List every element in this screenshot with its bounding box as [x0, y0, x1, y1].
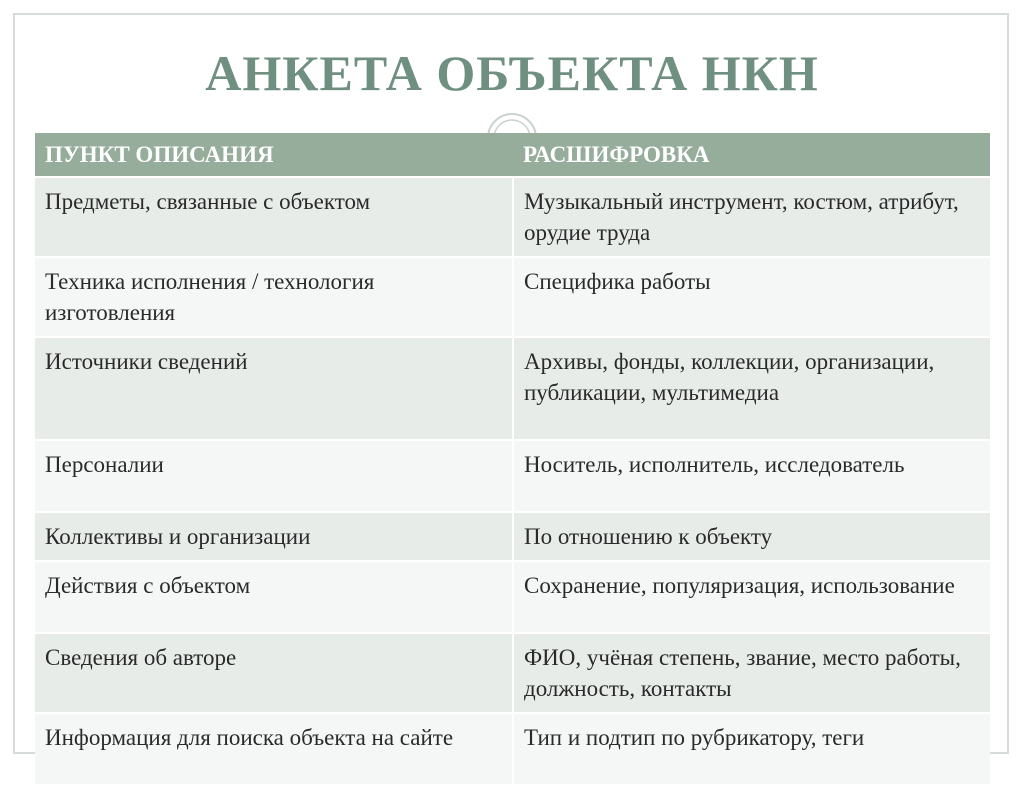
table-row — [35, 177, 990, 257]
row-item: Источники сведений — [35, 337, 513, 440]
row-item: Действия с объектом — [35, 561, 513, 633]
header-decoding: РАСШИФРОВКА — [513, 133, 990, 177]
table-row — [35, 257, 990, 337]
row-decoding: По отношению к объекту — [513, 512, 990, 561]
row-decoding: ФИО, учёная степень, звание, место работы, должность, контакты — [513, 633, 990, 713]
row-decoding: Музыкальный инструмент, костюм, атрибут, орудие труда — [513, 177, 990, 257]
header-item-description: ПУНКТ ОПИСАНИЯ — [35, 133, 513, 177]
row-decoding: Сохранение, популяризация, использование — [513, 561, 990, 633]
row-item: Предметы, связанные с объектом — [35, 177, 513, 257]
row-item: Персоналии — [35, 440, 513, 512]
table-row — [35, 713, 990, 785]
table-row — [35, 337, 990, 440]
table-row — [35, 633, 990, 713]
row-item: Коллективы и организации — [35, 512, 513, 561]
table-row — [35, 440, 990, 512]
row-decoding: Специфика работы — [513, 257, 990, 337]
row-item: Информация для поиска объекта на сайте — [35, 713, 513, 785]
page-title: АНКЕТА ОБЪЕКТА НКН — [205, 45, 819, 101]
row-item: Сведения об авторе — [35, 633, 513, 713]
row-decoding: Носитель, исполнитель, исследователь — [513, 440, 990, 512]
row-item: Техника исполнения / технология изготовления — [35, 257, 513, 337]
table-row — [35, 512, 990, 561]
row-decoding: Тип и подтип по рубрикатору, теги — [513, 713, 990, 785]
survey-table — [35, 133, 990, 786]
row-decoding: Архивы, фонды, коллекции, организации, публикации, мультимедиа — [513, 337, 990, 440]
table-row — [35, 561, 990, 633]
table-header-row — [35, 133, 990, 177]
